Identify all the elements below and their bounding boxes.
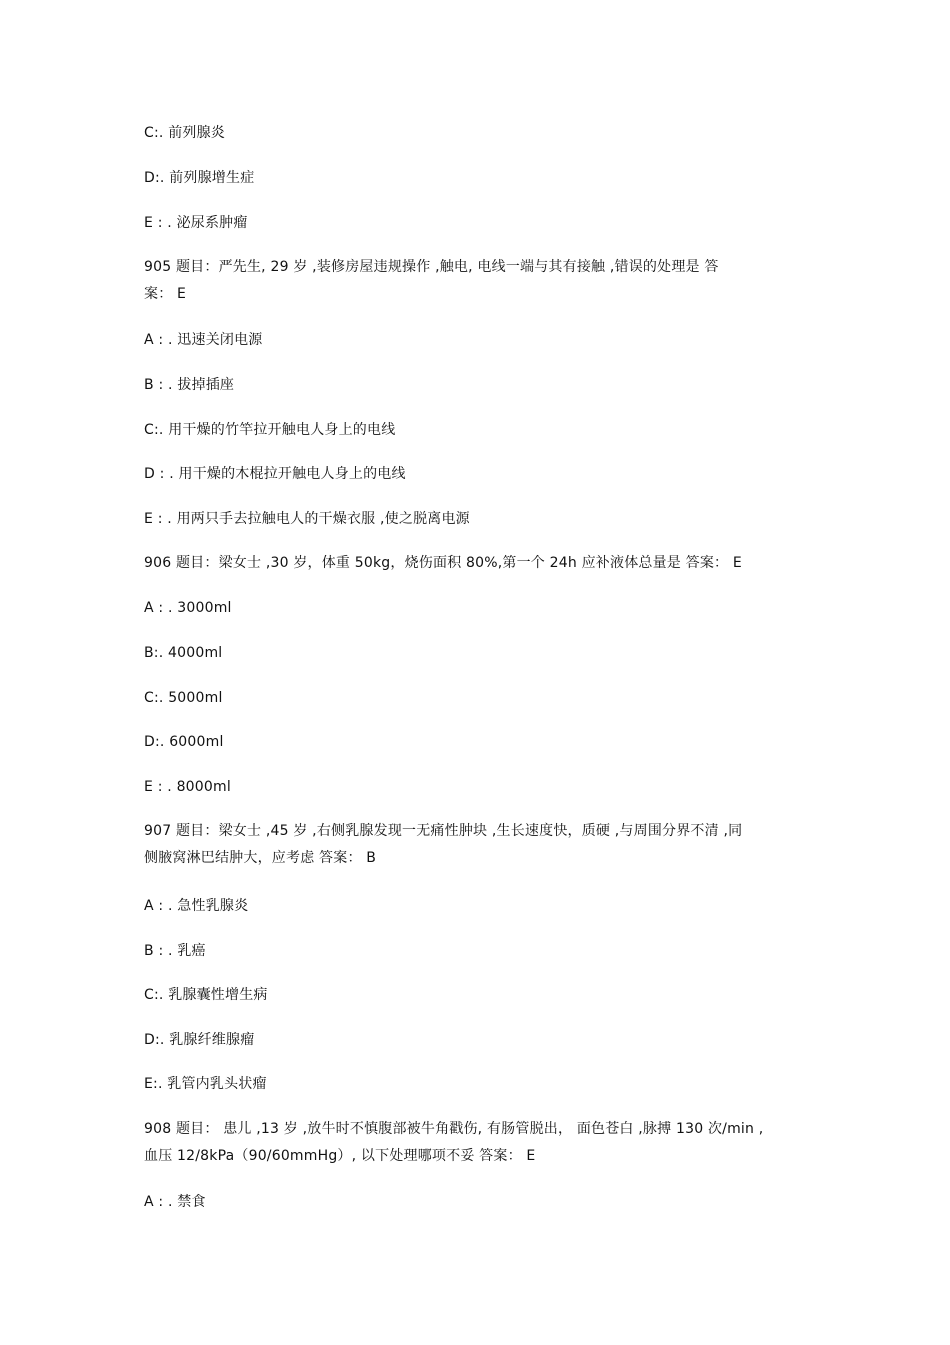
option-907-c: C:. 乳腺囊性增生病 (144, 987, 268, 1003)
option-906-e: E : . 8000ml (144, 779, 231, 795)
option-906-c: C:. 5000ml (144, 690, 223, 706)
option-905-c: C:. 用干燥的竹竿拉开触电人身上的电线 (144, 422, 396, 438)
option-907-d: D:. 乳腺纤维腺瘤 (144, 1032, 255, 1048)
option-c-prev: C:. 前列腺炎 (144, 125, 225, 141)
question-907-continued: 侧腋窝淋巴结肿大，应考虑 答案： B (144, 850, 377, 866)
option-905-d: D : . 用干燥的木棍拉开触电人身上的电线 (144, 466, 406, 482)
option-906-a: A : . 3000ml (144, 600, 232, 616)
question-906: 906 题目：梁女士 ,30 岁，体重 50kg，烧伤面积 80%,第一个 24h 应补液体总量是 答案： E (144, 555, 742, 571)
option-907-e: E:. 乳管内乳头状瘤 (144, 1076, 267, 1092)
option-d-prev: D:. 前列腺增生症 (144, 170, 255, 186)
option-905-b: B : . 拔掉插座 (144, 377, 235, 393)
question-908-continued: 血压 12/8kPa（90/60mmHg）, 以下处理哪项不妥 答案： E (144, 1148, 536, 1164)
question-908: 908 题目： 患儿 ,13 岁 ,放牛时不慎腹部被牛角戳伤, 有肠管脱出， 面色苍白 ,脉搏 130 次/min , (144, 1121, 764, 1137)
question-907: 907 题目：梁女士 ,45 岁 ,右侧乳腺发现一无痛性肿块 ,生长速度快，质硬 ,与周围分界不清 ,同 (144, 823, 743, 839)
option-906-b: B:. 4000ml (144, 645, 223, 661)
option-e-prev: E : . 泌尿系肿瘤 (144, 215, 248, 231)
option-906-d: D:. 6000ml (144, 734, 224, 750)
option-907-a: A : . 急性乳腺炎 (144, 898, 249, 914)
option-907-b: B : . 乳癌 (144, 943, 206, 959)
question-905-answer: 案： E (144, 286, 187, 302)
option-905-e: E : . 用两只手去拉触电人的干燥衣服 ,使之脱离电源 (144, 511, 470, 527)
option-905-a: A : . 迅速关闭电源 (144, 332, 263, 348)
option-908-a: A : . 禁食 (144, 1194, 206, 1210)
question-905: 905 题目：严先生, 29 岁 ,装修房屋违规操作 ,触电, 电线一端与其有接触 ,错误的处理是 答 (144, 259, 719, 275)
